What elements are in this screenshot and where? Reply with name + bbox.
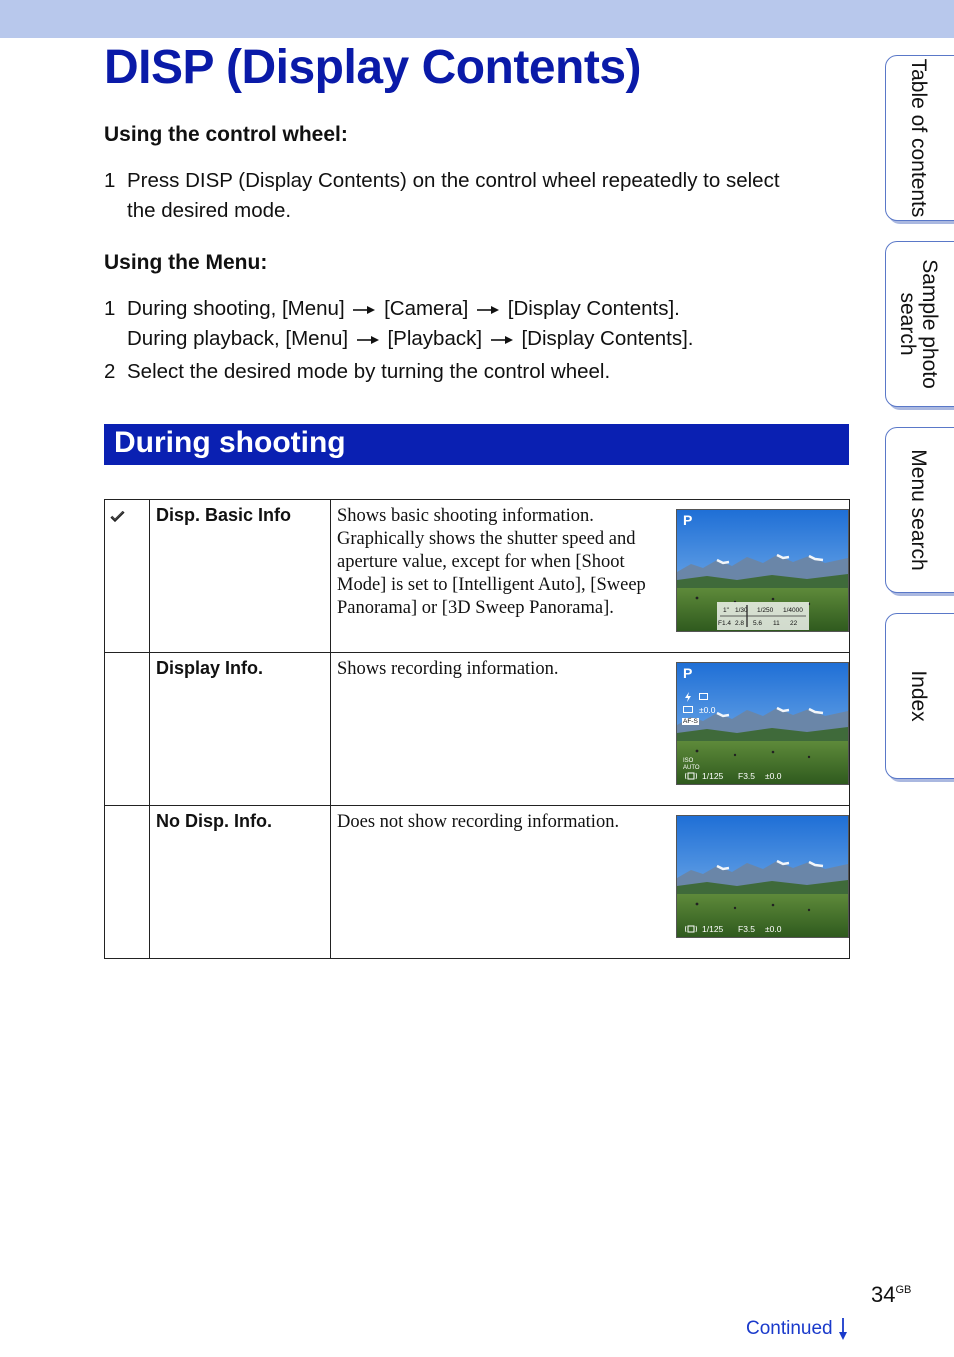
iso-indicator: ISO AUTO (683, 758, 700, 771)
shutter-scale-label: 1/250 (757, 607, 774, 614)
step-text: During shooting, [Menu] (127, 297, 345, 320)
step-number: 1 (104, 297, 116, 320)
step-text: Press DISP (Display Contents) on the control wheel repeatedly to select (127, 169, 780, 192)
step-text: [Display Contents]. (507, 297, 680, 320)
continued-link[interactable] (746, 1318, 848, 1340)
aperture-scale-label: 2.8 (735, 620, 745, 627)
table-row (105, 653, 850, 806)
step-text: [Display Contents]. (521, 327, 694, 350)
tab-index[interactable] (885, 613, 954, 779)
exposure-value: ±0.0 (765, 924, 782, 934)
menu-heading: Using the Menu: (104, 251, 268, 274)
mode-description-cell (331, 806, 850, 959)
aperture-value: F3.5 (738, 771, 756, 781)
mode-description-cell (331, 500, 850, 653)
shutter-scale-label: 1/30 (735, 607, 748, 614)
mode-description: Does not show recording information. (337, 812, 620, 832)
tab-label: Sample photo search (896, 259, 941, 389)
landscape-image (677, 816, 848, 937)
shutter-speed-value: 1/125 (702, 924, 724, 934)
page-number-value: 34 (871, 1282, 896, 1307)
aperture-scale-label: 22 (790, 620, 798, 627)
default-check-icon (110, 511, 126, 523)
tab-label: Table of contents (907, 58, 930, 218)
arrow-right-icon (353, 305, 375, 315)
step-text: [Camera] (384, 297, 469, 320)
steadyshot-icon (685, 772, 697, 780)
arrow-right-icon (357, 335, 379, 345)
screen-preview-info (676, 662, 849, 785)
mode-description-cell (331, 653, 850, 806)
drive-mode-icon (699, 693, 708, 700)
menu-step-2 (104, 357, 610, 387)
landscape-image (677, 663, 848, 784)
tab-label: Index (907, 670, 930, 722)
shoot-mode-indicator: P (683, 512, 693, 528)
page-number-suffix: GB (895, 1284, 912, 1296)
shutter-scale-label: 1/4000 (783, 607, 803, 614)
step-number: 1 (104, 169, 116, 192)
page-number (871, 1282, 911, 1308)
exposure-comp-indicator: ±0.0 (699, 705, 716, 715)
default-cell (105, 806, 150, 959)
mode-name: Display Info. (150, 653, 331, 806)
step-number: 2 (104, 360, 116, 383)
shutter-scale-label: 1" (723, 607, 729, 614)
control-wheel-step-1 (104, 166, 780, 226)
flash-icon (684, 692, 692, 702)
aperture-scale-label: 5.6 (753, 620, 763, 627)
tab-table-of-contents[interactable] (885, 55, 954, 221)
aperture-value: F3.5 (738, 924, 756, 934)
tab-menu-search[interactable] (885, 427, 954, 593)
tab-label: Menu search (907, 449, 930, 571)
top-color-band (0, 0, 954, 38)
mode-name: Disp. Basic Info (150, 500, 331, 653)
step-text: During playback, [Menu] (127, 327, 349, 350)
section-band-title: During shooting (114, 426, 346, 459)
table-row (105, 500, 850, 653)
shoot-mode-indicator: P (683, 665, 693, 681)
step-text: [Playback] (387, 327, 483, 350)
default-cell (105, 653, 150, 806)
mode-description: Shows recording information. (337, 659, 559, 679)
page-title: DISP (Display Contents) (104, 41, 642, 94)
continued-label: Continued (746, 1318, 833, 1340)
menu-step-1 (104, 294, 694, 354)
section-band (104, 424, 849, 465)
mode-name: No Disp. Info. (150, 806, 331, 959)
default-cell (105, 500, 150, 653)
focus-mode-indicator: AF-S (683, 718, 698, 725)
aperture-scale-label: F1.4 (718, 620, 732, 627)
arrow-down-icon (838, 1318, 848, 1340)
control-wheel-heading: Using the control wheel: (104, 123, 348, 146)
tab-sample-photo-search[interactable] (885, 241, 954, 407)
aperture-scale-label: 11 (773, 620, 780, 627)
display-modes-table (104, 499, 850, 959)
screen-preview-nodisp (676, 815, 849, 938)
aspect-ratio-icon (683, 706, 693, 713)
exposure-value: ±0.0 (765, 771, 782, 781)
step-text-continued: the desired mode. (127, 199, 292, 222)
exposure-scale-graphic (717, 602, 809, 630)
table-row (105, 806, 850, 959)
screen-preview-basic (676, 509, 849, 632)
step-text: Select the desired mode by turning the control wheel. (127, 360, 611, 383)
steadyshot-icon (685, 925, 697, 933)
mode-description: Shows basic shooting information. Graphically shows the shutter speed and aperture value, except for when [Shoot Mode] is set to [Intelligent Auto], [Sweep Panorama] or [3D Sweep Panorama]. (337, 506, 646, 618)
arrow-right-icon (477, 305, 499, 315)
arrow-right-icon (491, 335, 513, 345)
shutter-speed-value: 1/125 (702, 771, 724, 781)
